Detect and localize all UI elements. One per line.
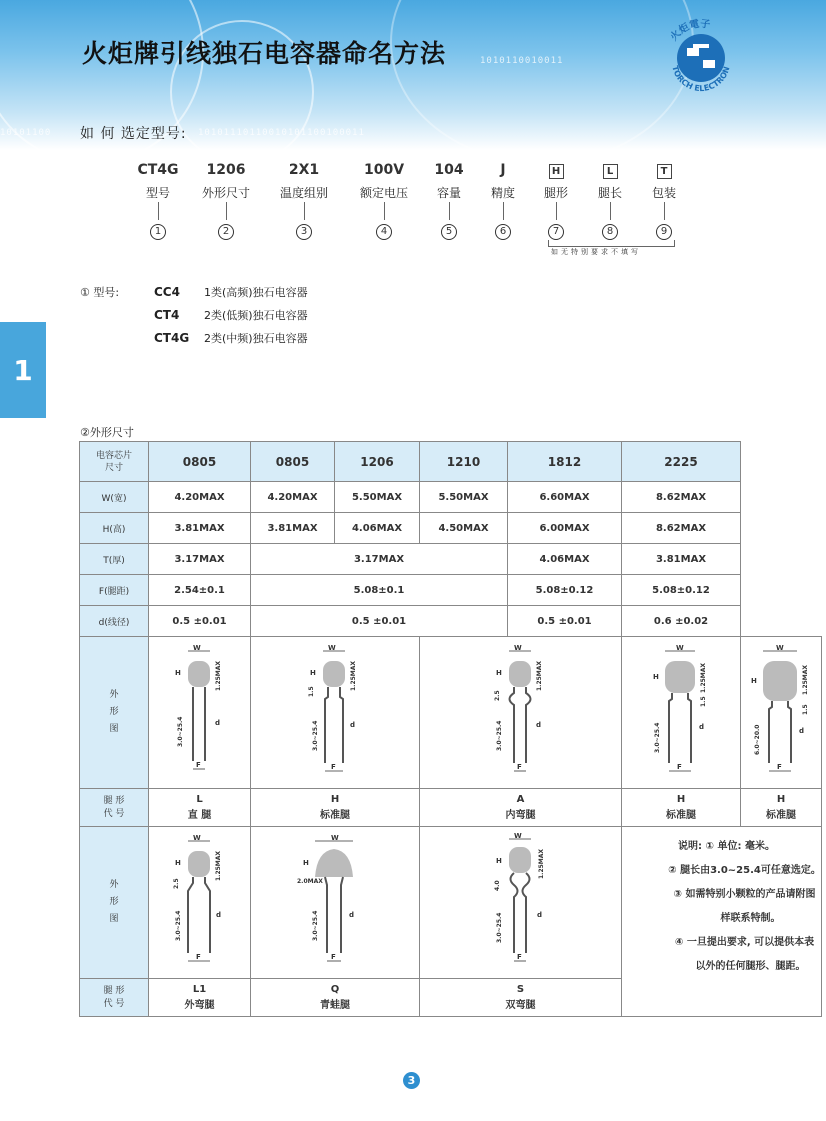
corner-header: 电容芯片 尺寸 xyxy=(80,442,149,482)
fig-label: 3.0~25.4 xyxy=(312,720,319,751)
code-number: 5 xyxy=(441,224,457,240)
shape-figure-cell xyxy=(149,637,251,789)
leg-name: 标准腿 xyxy=(766,809,796,821)
row-label: H(高) xyxy=(80,513,149,544)
fig-label: H xyxy=(653,672,659,681)
fig-label: 2.5 xyxy=(172,877,180,889)
fig-label: 1.5 xyxy=(700,695,707,707)
fig-label: d xyxy=(215,910,221,919)
fig-label: 3.0~25.4 xyxy=(654,722,661,753)
leg-cell xyxy=(741,789,822,827)
code-value: CT4G xyxy=(137,162,179,178)
type-row xyxy=(80,326,308,349)
capacitor-drawing xyxy=(295,643,375,783)
fig-label: W xyxy=(331,833,339,842)
fig-label: F xyxy=(777,762,782,771)
code-part xyxy=(429,162,469,237)
type-label: ① 型号: xyxy=(80,285,120,299)
type-desc: 2类(低频)独石电容器 xyxy=(204,308,308,322)
shape-figure-cell xyxy=(420,827,622,979)
note-line: ② 腿长由3.0~25.4可任意选定。 xyxy=(668,865,821,876)
fig-label: 1.25MAX xyxy=(214,850,222,881)
code-label: 腿长 xyxy=(597,186,622,200)
row-label: d(线径) xyxy=(80,606,149,637)
code-value: J xyxy=(500,162,506,178)
table-cell: 5.50MAX xyxy=(420,482,508,513)
code-part xyxy=(485,162,521,237)
fig-label: d xyxy=(349,910,355,919)
table-cell: 8.62MAX xyxy=(622,482,741,513)
leg-cell xyxy=(420,979,622,1017)
code-label: 腿形 xyxy=(543,186,568,200)
leg-name: 外弯腿 xyxy=(184,999,215,1011)
fig-label: W xyxy=(676,643,684,652)
connector-line xyxy=(449,202,450,220)
table-cell: 5.50MAX xyxy=(335,482,420,513)
code-value: T xyxy=(657,164,672,179)
code-label: 额定电压 xyxy=(359,186,408,200)
type-desc: 1类(高频)独石电容器 xyxy=(204,285,308,299)
shape-figure-cell xyxy=(741,637,822,789)
note-line: ③ 如需特别小颗粒的产品请附图 xyxy=(673,889,816,900)
size-header: 1812 xyxy=(508,442,622,482)
fig-label: F xyxy=(677,762,682,771)
fig-label: H xyxy=(495,856,502,865)
connector-line xyxy=(384,202,385,220)
fig-label: 1.25MAX xyxy=(350,660,357,691)
shape-figure-cell xyxy=(149,827,251,979)
fig-label: 3.0~25.4 xyxy=(495,912,503,943)
decor-binary: 10101110110010101100100011 xyxy=(198,128,365,138)
fig-label: d xyxy=(799,726,805,735)
row-label: W(宽) xyxy=(80,482,149,513)
section-subtitle: 如 何 选定型号: xyxy=(80,126,187,142)
fig-label: 1.25MAX xyxy=(537,848,545,879)
table-cell: 8.62MAX xyxy=(622,513,741,544)
fig-label: H xyxy=(495,668,502,677)
leg-name: 标准腿 xyxy=(666,809,696,821)
table-cell: 5.08±0.12 xyxy=(622,575,741,606)
leg-cell xyxy=(251,789,420,827)
page-title: 火炬牌引线独石电容器命名方法 xyxy=(82,39,447,68)
note-line: 样联系特制。 xyxy=(720,913,781,924)
size-header: 1210 xyxy=(420,442,508,482)
table-cell: 2.54±0.1 xyxy=(149,575,251,606)
decor-binary: 1010110010011 xyxy=(480,56,564,66)
table-cell: 5.08±0.12 xyxy=(508,575,622,606)
row-label: 腿 形 代 号 xyxy=(80,979,149,1017)
fig-label: W xyxy=(192,833,201,842)
fig-label: F xyxy=(516,762,522,771)
type-code: CT4G xyxy=(154,330,190,345)
notes-cell xyxy=(622,827,822,1017)
type-row xyxy=(80,280,308,303)
code-part xyxy=(354,162,414,237)
size-header: 0805 xyxy=(149,442,251,482)
code-part xyxy=(196,162,256,237)
code-number: 6 xyxy=(495,224,511,240)
code-value: 100V xyxy=(363,162,405,178)
fig-label: F xyxy=(331,762,336,771)
table-cell: 4.06MAX xyxy=(508,544,622,575)
code-number: 8 xyxy=(602,224,618,240)
optional-note: 如无特别要求不填写 xyxy=(551,248,641,256)
fig-label: d xyxy=(214,718,220,727)
logo-brand-cn: 火炬電子 xyxy=(668,18,711,44)
fig-label: 3.0~25.4 xyxy=(495,720,503,751)
fig-label: 1.25MAX xyxy=(535,660,543,691)
type-code: CT4 xyxy=(154,307,180,322)
leg-name: 青蛙腿 xyxy=(320,999,350,1011)
leg-code: H xyxy=(676,793,686,805)
connector-line xyxy=(304,202,305,220)
code-part xyxy=(538,162,574,237)
shape-figure-cell xyxy=(251,637,420,789)
capacitor-drawing xyxy=(641,643,721,783)
type-code: CC4 xyxy=(154,284,180,299)
fig-label: 6.0~20.0 xyxy=(754,724,761,755)
fig-label: W xyxy=(513,643,522,652)
decor-binary: 10101100 xyxy=(0,128,52,138)
table-cell: 0.5 ±0.01 xyxy=(149,606,251,637)
optional-bracket xyxy=(548,240,675,247)
capacitor-drawing xyxy=(160,643,240,783)
row-label: 腿 形 代 号 xyxy=(80,789,149,827)
capacitor-drawing xyxy=(741,643,821,783)
code-number: 3 xyxy=(296,224,312,240)
note-line: 以外的任何腿形、腿距。 xyxy=(695,961,806,972)
fig-label: F xyxy=(195,952,201,961)
code-label: 容量 xyxy=(436,186,461,200)
code-number: 7 xyxy=(548,224,564,240)
fig-label: H xyxy=(174,668,181,677)
connector-line xyxy=(556,202,557,220)
dimension-table xyxy=(79,441,822,1017)
code-number: 4 xyxy=(376,224,392,240)
code-number: 2 xyxy=(218,224,234,240)
fig-label: W xyxy=(328,643,336,652)
leg-name: 双弯腿 xyxy=(505,999,536,1011)
size-header: 1206 xyxy=(335,442,420,482)
table-cell: 3.81MAX xyxy=(622,544,741,575)
code-part xyxy=(274,162,334,237)
leg-code: H xyxy=(776,793,786,805)
leg-code: A xyxy=(516,793,525,805)
fig-label: H xyxy=(751,676,757,685)
fig-label: d xyxy=(536,910,542,919)
leg-name: 直 腿 xyxy=(187,809,212,821)
size-header: 2225 xyxy=(622,442,741,482)
note-line: 说明: ① 单位: 毫米。 xyxy=(678,841,775,852)
fig-label: 1.5 xyxy=(308,685,315,697)
fig-label: F xyxy=(195,760,201,769)
table-cell: 3.81MAX xyxy=(251,513,335,544)
code-value: 104 xyxy=(434,162,464,178)
code-label: 外形尺寸 xyxy=(201,186,250,200)
connector-line xyxy=(610,202,611,220)
fig-label: W xyxy=(513,832,522,840)
code-label: 型号 xyxy=(145,186,170,200)
fig-label: H xyxy=(174,858,181,867)
leg-cell xyxy=(149,979,251,1017)
connector-line xyxy=(503,202,504,220)
code-number: 1 xyxy=(150,224,166,240)
table-cell: 3.17MAX xyxy=(149,544,251,575)
table-cell: 0.6 ±0.02 xyxy=(622,606,741,637)
capacitor-drawing xyxy=(481,833,561,973)
fig-label: H xyxy=(310,668,316,677)
code-label: 温度组别 xyxy=(279,186,328,200)
table-cell: 3.81MAX xyxy=(149,513,251,544)
fig-label: 2.0MAX xyxy=(297,877,323,885)
table-cell: 4.50MAX xyxy=(420,513,508,544)
table-cell: 5.08±0.1 xyxy=(251,575,508,606)
capacitor-drawing xyxy=(295,833,375,973)
shape-figure-cell xyxy=(622,637,741,789)
table-cell: 0.5 ±0.01 xyxy=(508,606,622,637)
capacitor-drawing xyxy=(160,833,240,973)
fig-label: H xyxy=(303,858,309,867)
table-cell: 3.17MAX xyxy=(251,544,508,575)
code-value: L xyxy=(603,164,618,179)
code-value: 2X1 xyxy=(288,162,320,178)
type-list xyxy=(80,280,308,349)
fig-label: 1.25MAX xyxy=(700,662,707,693)
leg-name: 标准腿 xyxy=(320,809,350,821)
table-cell: 4.20MAX xyxy=(149,482,251,513)
leg-code: L xyxy=(196,793,203,805)
section-title: ②外形尺寸 xyxy=(80,426,134,439)
code-label: 精度 xyxy=(490,186,515,200)
leg-cell xyxy=(420,789,622,827)
table-cell: 6.00MAX xyxy=(508,513,622,544)
fig-label: F xyxy=(516,952,522,961)
connector-line xyxy=(664,202,665,220)
fig-label: 2.5 xyxy=(493,689,501,701)
fig-label: W xyxy=(192,643,201,652)
torch-logo xyxy=(660,14,742,96)
fig-label: d xyxy=(699,722,705,731)
leg-cell xyxy=(251,979,420,1017)
decor-circle xyxy=(390,0,694,150)
fig-label: 3.0~25.4 xyxy=(176,716,184,747)
leg-name: 内弯腿 xyxy=(505,809,536,821)
leg-code: H xyxy=(330,793,340,805)
row-label: F(腿距) xyxy=(80,575,149,606)
code-part xyxy=(646,162,682,237)
code-value: 1206 xyxy=(206,162,246,178)
chapter-tab: 1 xyxy=(0,322,46,418)
table-cell: 0.5 ±0.01 xyxy=(251,606,508,637)
shape-figure-cell xyxy=(251,827,420,979)
code-label: 包装 xyxy=(651,186,676,200)
connector-line xyxy=(158,202,159,220)
row-label: 外 形 图 xyxy=(80,827,149,979)
leg-code: L1 xyxy=(192,983,207,995)
fig-label: 1.5 xyxy=(802,703,809,715)
code-part xyxy=(592,162,628,237)
leg-cell xyxy=(622,789,741,827)
leg-code: S xyxy=(516,983,525,995)
table-cell: 6.60MAX xyxy=(508,482,622,513)
shape-figure-cell xyxy=(420,637,622,789)
fig-label: 1.25MAX xyxy=(802,664,809,695)
code-value: H xyxy=(549,164,564,179)
type-desc: 2类(中频)独石电容器 xyxy=(204,331,308,345)
fig-label: 3.0~25.4 xyxy=(312,910,319,941)
page-number: 3 xyxy=(403,1072,420,1089)
fig-label: F xyxy=(331,952,336,961)
size-header: 0805 xyxy=(251,442,335,482)
fig-label: d xyxy=(535,720,541,729)
table-cell: 4.20MAX xyxy=(251,482,335,513)
fig-label: W xyxy=(776,643,784,652)
note-line: ④ 一旦提出要求, 可以提供本表 xyxy=(674,937,815,948)
code-number: 9 xyxy=(656,224,672,240)
leg-code: Q xyxy=(330,983,340,995)
fig-label: d xyxy=(350,720,356,729)
row-label: T(厚) xyxy=(80,544,149,575)
row-label: 外 形 图 xyxy=(80,637,149,789)
logo-brand-en: TORCH ELECTRON xyxy=(670,64,732,94)
connector-line xyxy=(226,202,227,220)
type-row xyxy=(80,303,308,326)
table-cell: 4.06MAX xyxy=(335,513,420,544)
fig-label: 4.0 xyxy=(493,879,501,891)
capacitor-drawing xyxy=(481,643,561,783)
leg-cell xyxy=(149,789,251,827)
fig-label: 1.25MAX xyxy=(214,660,222,691)
code-part xyxy=(135,162,181,237)
fig-label: 3.0~25.4 xyxy=(174,910,182,941)
